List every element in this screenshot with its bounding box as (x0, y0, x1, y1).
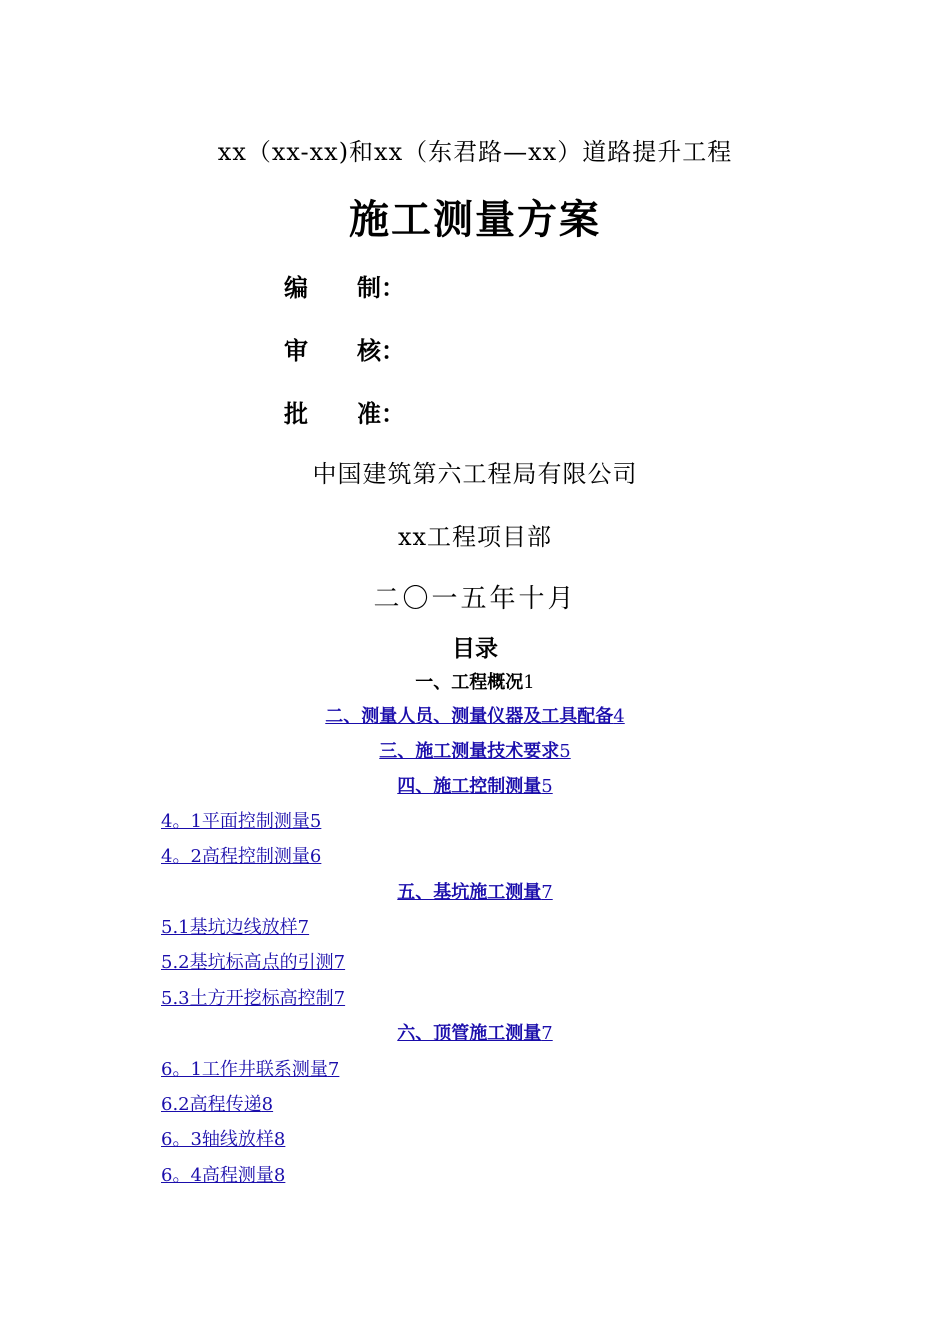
department-name: xx工程项目部 (397, 523, 553, 551)
signature-label-a: 批 (284, 400, 308, 428)
toc-link[interactable] (161, 952, 345, 974)
toc-link[interactable] (161, 1094, 273, 1116)
toc-item-page[interactable]: 5 (541, 776, 553, 797)
toc-item-text[interactable]: 6。3轴线放样 (161, 1129, 274, 1150)
toc-link[interactable] (161, 811, 321, 833)
toc-item-page[interactable]: 6 (309, 846, 322, 867)
issue-date: 二〇一五年十月 (373, 584, 577, 614)
toc-link[interactable] (161, 1165, 285, 1187)
toc-item-page[interactable]: 7 (541, 882, 553, 903)
toc-item-text[interactable]: 五、基坑施工测量 (397, 882, 542, 903)
toc-item-page[interactable]: 7 (333, 988, 346, 1009)
toc-item-page[interactable]: 8 (273, 1129, 286, 1150)
project-title: xx（xx-xx)和xx（东君路—xx）道路提升工程 (217, 138, 733, 166)
toc-item-text[interactable]: 5.2基坑标高点的引测 (161, 952, 334, 973)
toc-link[interactable] (0, 706, 950, 728)
toc-link[interactable] (161, 1129, 285, 1151)
toc-item-text[interactable]: 三、施工测量技术要求 (379, 741, 560, 762)
toc-link[interactable] (0, 882, 950, 904)
toc-item-page[interactable]: 7 (297, 917, 310, 938)
toc-item-text[interactable]: 二、测量人员、测量仪器及工具配备 (325, 706, 614, 727)
signature-label-a: 审 (284, 337, 308, 365)
toc-item-page[interactable]: 8 (261, 1094, 274, 1115)
toc-item-text[interactable]: 5.1基坑边线放样 (161, 917, 298, 938)
toc-link[interactable] (0, 741, 950, 763)
signature-label-b: 制： (357, 274, 405, 302)
toc-item-text[interactable]: 6。4高程测量 (161, 1165, 274, 1186)
toc-item-page[interactable]: 4 (613, 706, 625, 727)
toc-item (0, 672, 950, 694)
toc-item-text[interactable]: 5.3土方开挖标高控制 (161, 988, 334, 1009)
signature-label-b: 核： (357, 337, 405, 365)
toc-item-text[interactable]: 六、顶管施工测量 (397, 1023, 542, 1044)
toc-item-page[interactable]: 5 (309, 811, 322, 832)
toc-item-page[interactable]: 5 (559, 741, 571, 762)
toc-item-text[interactable]: 6.2高程传递 (161, 1094, 262, 1115)
toc-link[interactable] (0, 776, 950, 798)
document-title: 施工测量方案 (349, 197, 601, 243)
toc-link[interactable] (161, 988, 345, 1010)
toc-item-text[interactable]: 4。1平面控制测量 (161, 811, 310, 832)
signature-approved-by (284, 394, 405, 429)
toc-link[interactable] (161, 846, 321, 868)
signature-reviewed-by (284, 331, 405, 366)
company-name: 中国建筑第六工程局有限公司 (312, 460, 638, 488)
toc-item-text[interactable]: 6。1工作井联系测量 (161, 1059, 328, 1080)
toc-item-page[interactable]: 8 (273, 1165, 286, 1186)
toc-heading: 目录 (452, 636, 498, 662)
signature-compiled-by (284, 268, 405, 303)
toc-link[interactable] (161, 1059, 339, 1081)
signature-label-a: 编 (284, 274, 308, 302)
toc-item-text: 一、工程概况 (415, 672, 524, 693)
toc-item-page[interactable]: 7 (541, 1023, 553, 1044)
toc-link[interactable] (161, 917, 309, 939)
toc-link[interactable] (0, 1023, 950, 1045)
toc-item-page: 1 (523, 672, 535, 693)
signature-label-b: 准： (357, 400, 405, 428)
toc-item-text[interactable]: 四、施工控制测量 (397, 776, 542, 797)
toc-item-page[interactable]: 7 (327, 1059, 340, 1080)
toc-item-text[interactable]: 4。2高程控制测量 (161, 846, 310, 867)
toc-item-page[interactable]: 7 (333, 952, 346, 973)
